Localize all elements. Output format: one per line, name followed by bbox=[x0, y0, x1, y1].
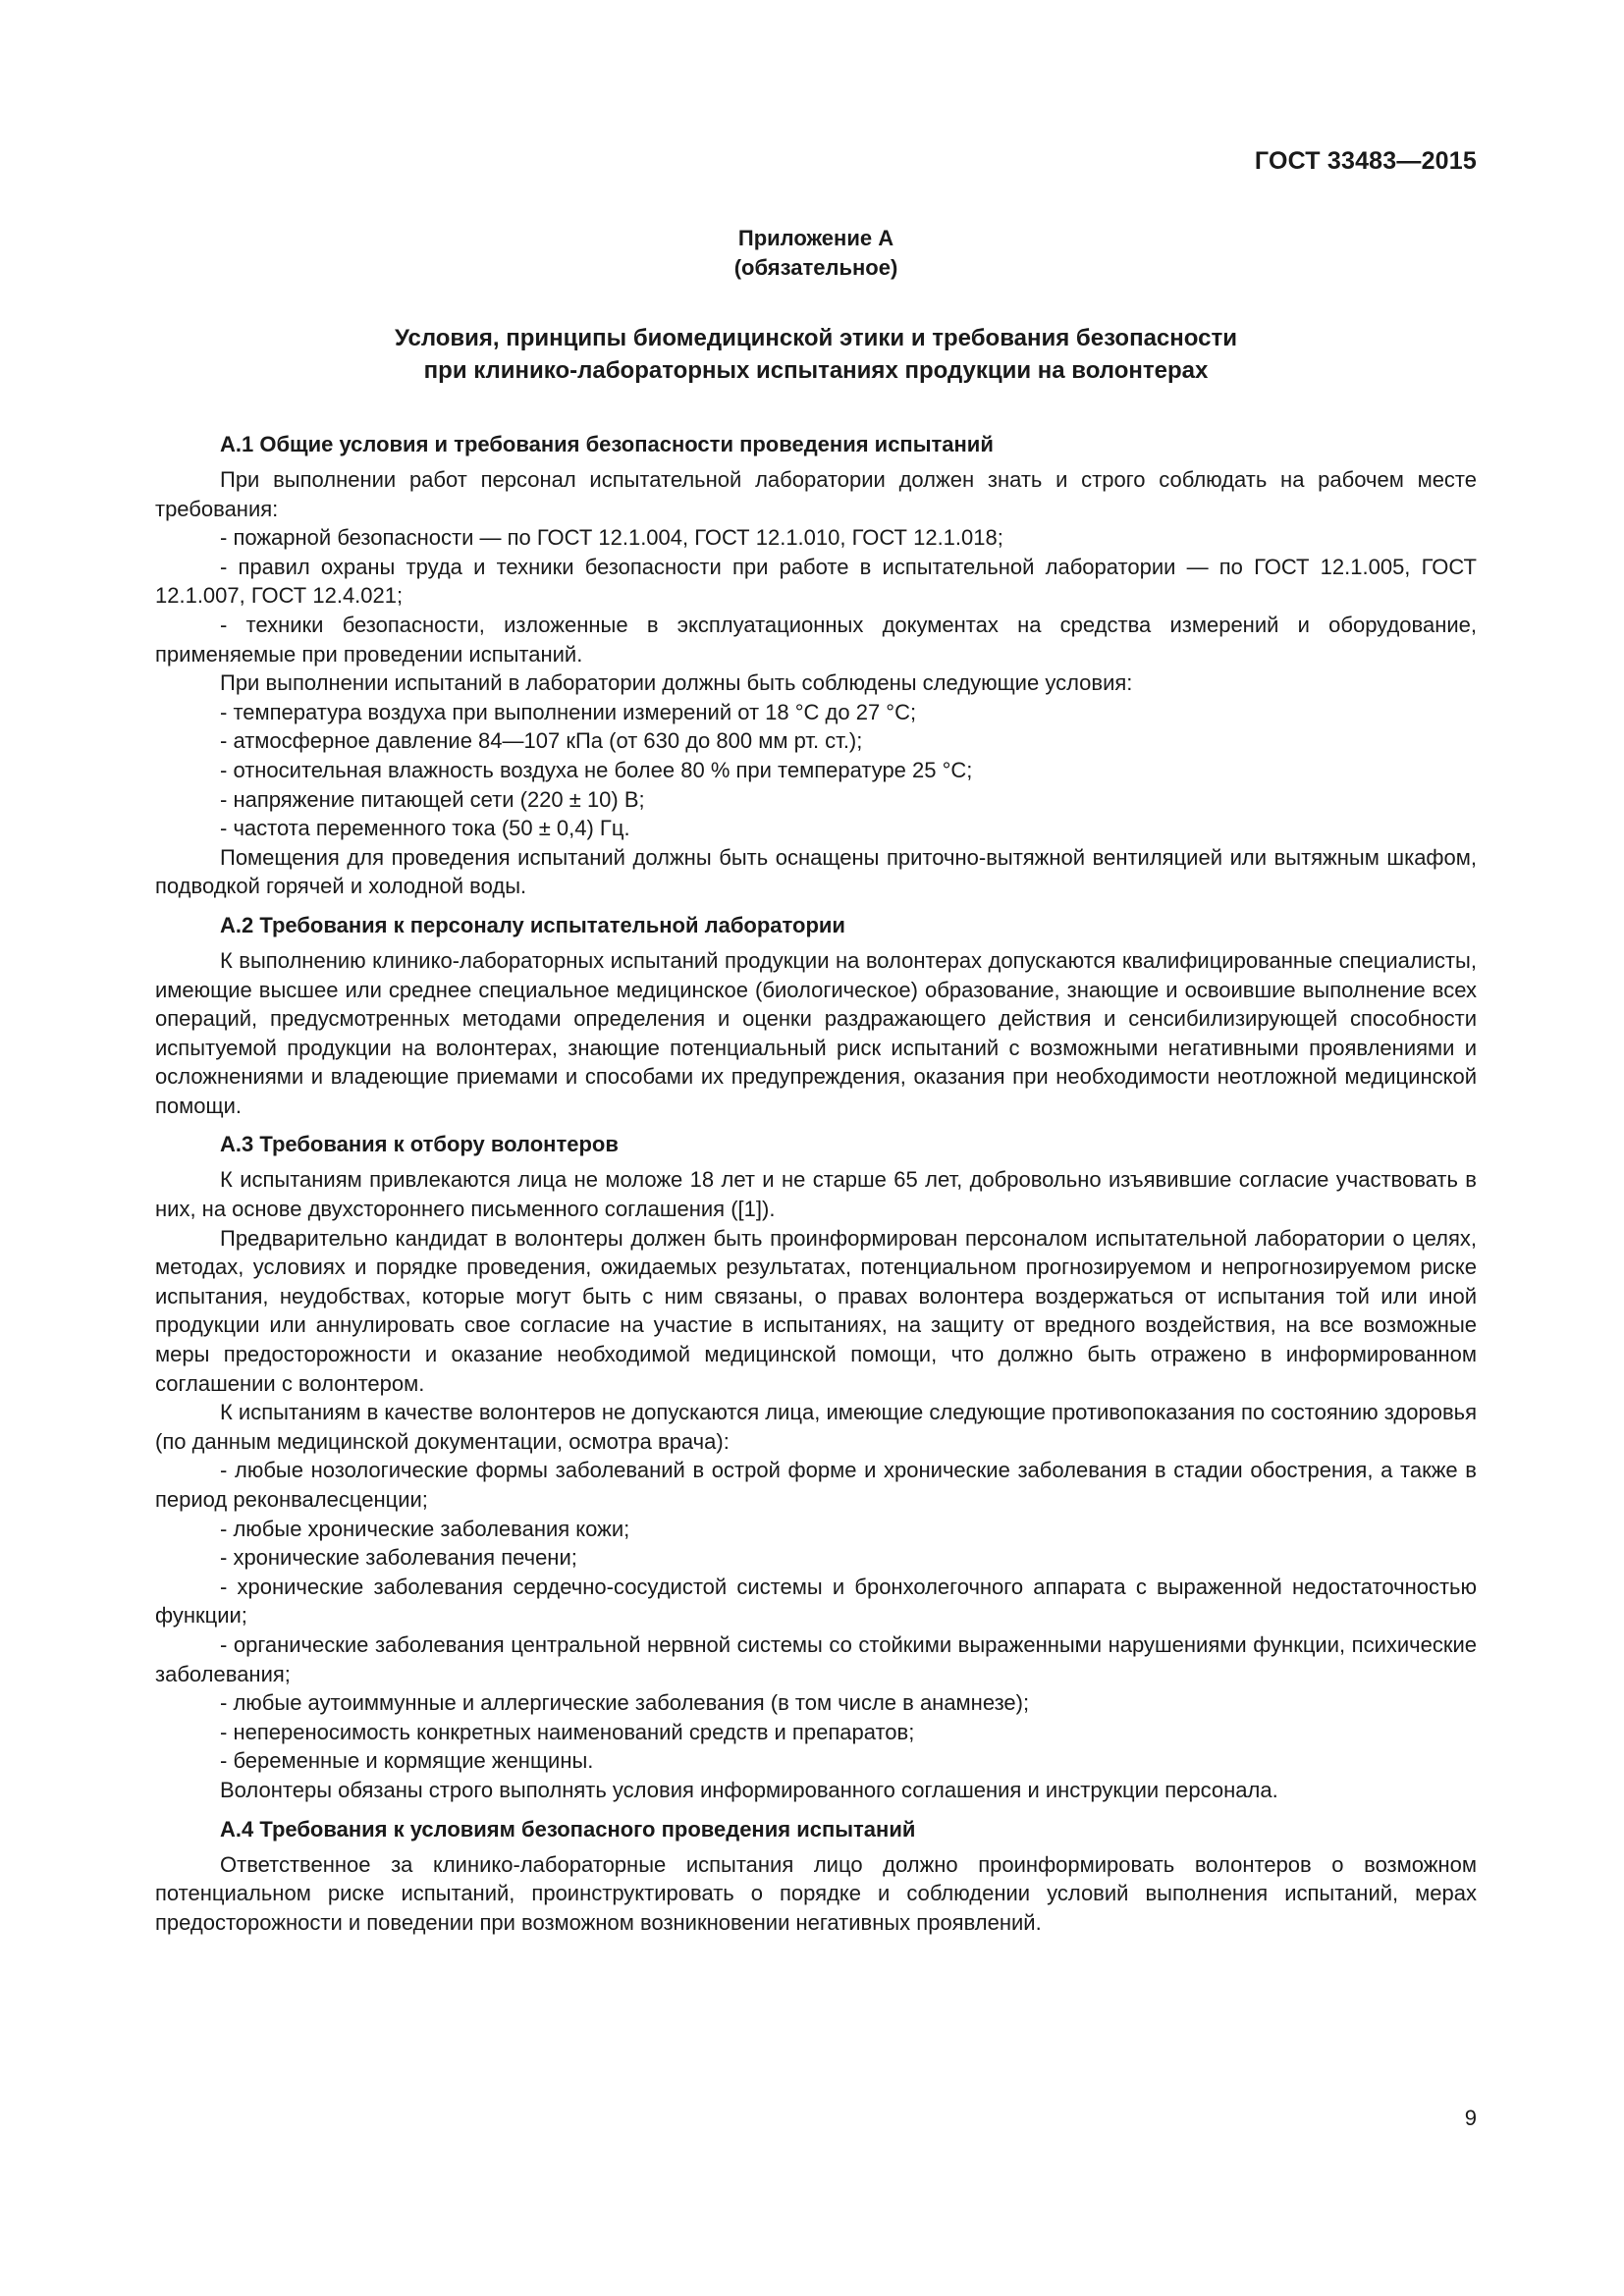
page-number: 9 bbox=[1464, 2106, 1477, 2130]
list-item: - частота переменного тока (50 ± 0,4) Гц. bbox=[220, 816, 630, 841]
appendix-title-line-2: при клинико-лабораторных испытаниях продукции на волонтерах bbox=[423, 357, 1209, 384]
list-item: - органические заболевания центральной нервной системы со стойкими выраженными нарушениями функции, психические заболевания; bbox=[155, 1631, 1477, 1686]
list-item: - любые аутоиммунные и аллергические заболевания (в том числе в анамнезе); bbox=[220, 1690, 1030, 1716]
list-item: - напряжение питающей сети (220 ± 10) В; bbox=[220, 786, 645, 812]
list-item: - техники безопасности, изложенные в эксплуатационных документах на средства измерений и оборудование, применяемые при проведении испытаний. bbox=[155, 612, 1477, 667]
section-title: А.2 Требования к персоналу испытательной лаборатории bbox=[220, 912, 845, 937]
paragraph: При выполнении испытаний в лаборатории должны быть соблюдены следующие условия: bbox=[220, 670, 1133, 696]
list-item: - правил охраны труда и техники безопасности при работе в испытательной лаборатории — по ГОСТ 12.1.005, ГОСТ 12.1.007, ГОСТ 12.4.021; bbox=[155, 554, 1477, 609]
list-item: - любые нозологические формы заболеваний в острой форме и хронические заболевания в стадии обострения, а также в период реконвалесценции; bbox=[155, 1458, 1477, 1512]
list-item: - пожарной безопасности — по ГОСТ 12.1.004, ГОСТ 12.1.010, ГОСТ 12.1.018; bbox=[220, 525, 1003, 551]
list-item: - беременные и кормящие женщины. bbox=[220, 1748, 594, 1774]
appendix-label: Приложение А bbox=[737, 226, 894, 250]
section-title: А.4 Требования к условиям безопасного проведения испытаний bbox=[220, 1816, 916, 1842]
paragraph: Ответственное за клинико-лабораторные испытания лицо должно проинформировать волонтеров о возможном потенциальном риске испытаний, проинструктировать о порядке и соблюдении условий выполнения испытаний, мерах предосторожности и поведении при возможном возникновении негативных проявлений. bbox=[155, 1851, 1477, 1935]
appendix-heading bbox=[155, 224, 1477, 283]
section-title: А.3 Требования к отбору волонтеров bbox=[220, 1132, 619, 1157]
appendix-title bbox=[155, 322, 1477, 387]
paragraph: Помещения для проведения испытаний должны быть оснащены приточно-вытяжной вентиляцией или вытяжным шкафом, подводкой горячей и холодной воды. bbox=[155, 844, 1477, 899]
list-item: - любые хронические заболевания кожи; bbox=[220, 1516, 630, 1541]
paragraph: При выполнении работ персонал испытательной лаборатории должен знать и строго соблюдать на рабочем месте требования: bbox=[155, 467, 1477, 521]
list-item: - температура воздуха при выполнении измерений от 18 °С до 27 °С; bbox=[220, 699, 917, 724]
section-title: А.1 Общие условия и требования безопасности проведения испытаний bbox=[220, 432, 994, 456]
paragraph: Волонтеры обязаны строго выполнять условия информированного соглашения и инструкции персонала. bbox=[220, 1777, 1278, 1802]
list-item: - относительная влажность воздуха не более 80 % при температуре 25 °С; bbox=[220, 757, 973, 782]
page-content bbox=[155, 224, 1477, 1947]
appendix-title-line-1: Условия, принципы биомедицинской этики и требования безопасности bbox=[395, 325, 1237, 351]
section-a3 bbox=[155, 1130, 1477, 1804]
section-a2 bbox=[155, 911, 1477, 1121]
list-item: - хронические заболевания печени; bbox=[220, 1545, 577, 1571]
paragraph: К выполнению клинико-лабораторных испытаний продукции на волонтерах допускаются квалифицированные специалисты, имеющие высшее или среднее специальное медицинское (биологическое) образование, знающие и освоившие выполнение всех операций, предусмотренных методами определения и оценки раздражающего действия и сенсибилизирующей способности испытуемой продукции на волонтерах, знающие потенциальный риск испытаний с возможными негативными проявлениями и осложнениями и владеющие приемами и способами их предупреждения, оказания при необходимости неотложной медицинской помощи. bbox=[155, 947, 1477, 1118]
list-item: - хронические заболевания сердечно-сосудистой системы и бронхолегочного аппарата с выраженной недостаточностью функции; bbox=[155, 1574, 1477, 1629]
list-item: - атмосферное давление 84—107 кПа (от 630 до 800 мм рт. ст.); bbox=[220, 728, 863, 754]
section-a4 bbox=[155, 1815, 1477, 1938]
paragraph: К испытаниям привлекаются лица не моложе 18 лет и не старше 65 лет, добровольно изъявившие согласие участвовать в них, на основе двухстороннего письменного соглашения ([1]). bbox=[155, 1167, 1477, 1222]
appendix-status: (обязательное) bbox=[733, 255, 898, 280]
paragraph: Предварительно кандидат в волонтеры должен быть проинформирован персоналом испытательной лаборатории о целях, методах, условиях и порядке проведения, ожидаемых результатах, потенциальном прогнозируемом и непрогнозируемом риске испытания, неудобствах, которые могут быть с ним связаны, о правах волонтера воздержаться от испытания той или иной продукции или аннулировать свое согласие на участие в испытаниях, на защиту от вредного воздействия, на все возможные меры предосторожности и оказание необходимой медицинской помощи, что должно быть отражено в информированном соглашении с волонтером. bbox=[155, 1225, 1477, 1396]
list-item: - непереносимость конкретных наименований средств и препаратов; bbox=[220, 1719, 915, 1744]
section-a1 bbox=[155, 430, 1477, 901]
paragraph: К испытаниям в качестве волонтеров не допускаются лица, имеющие следующие противопоказания по состоянию здоровья (по данным медицинской документации, осмотра врача): bbox=[155, 1400, 1477, 1454]
standard-designation: ГОСТ 33483—2015 bbox=[1254, 147, 1477, 175]
